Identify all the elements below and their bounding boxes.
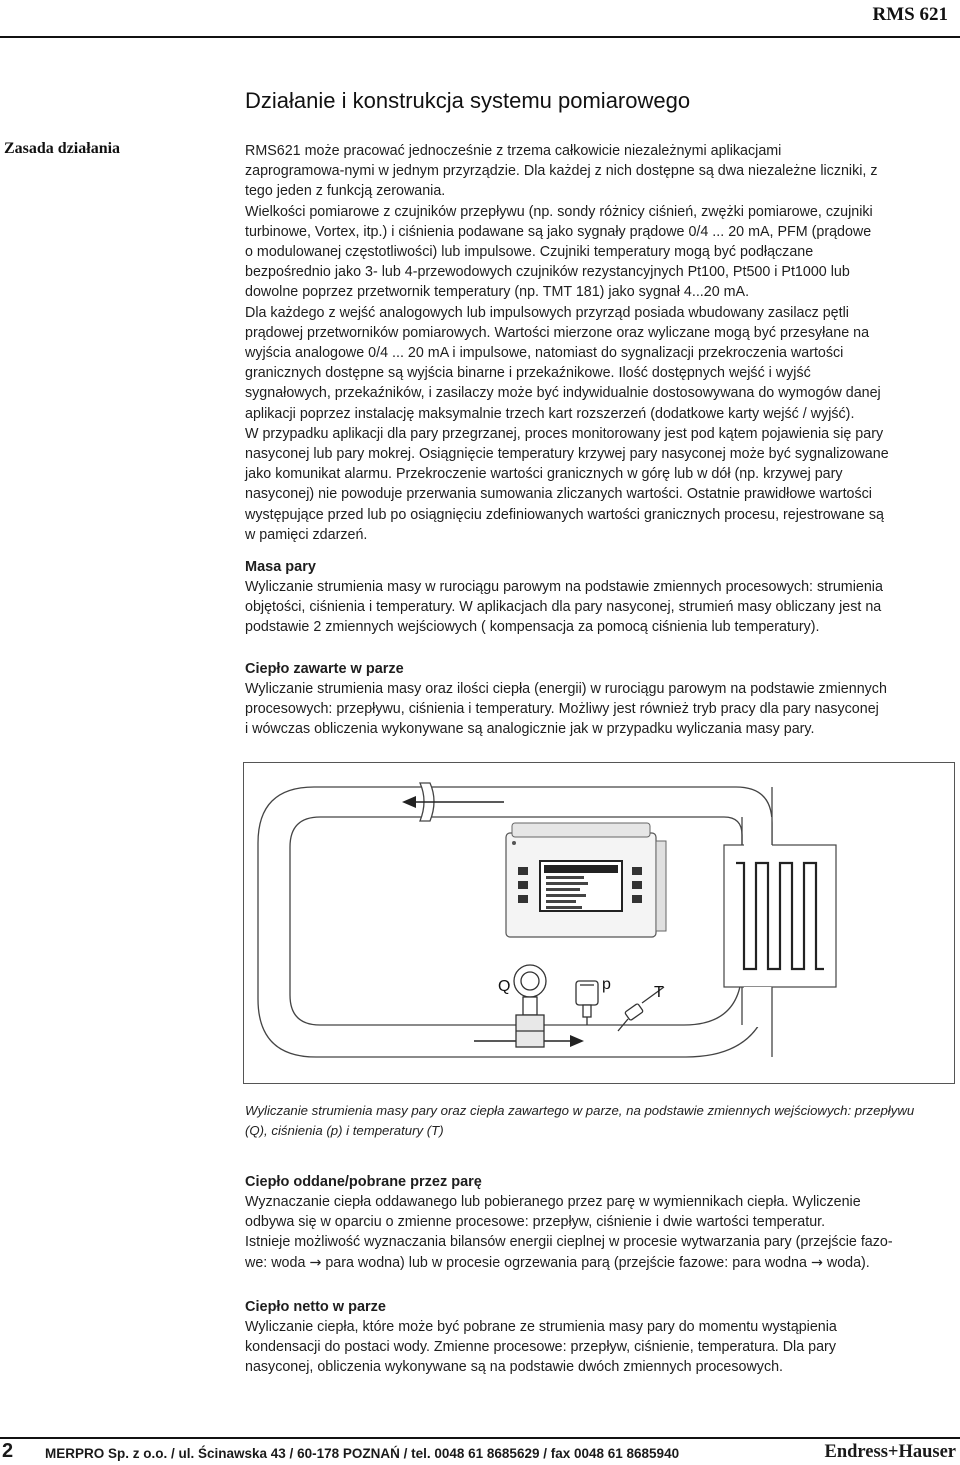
caption-line: (Q), ciśnienia (p) i temperatury (T) <box>245 1123 444 1138</box>
heat-exchanger-icon <box>724 845 836 987</box>
section-cieplo-zawarte <box>245 659 955 740</box>
intro-line: występujące przed lub po osiągnięciu zdefiniowanych wartości granicznych procesu, rejestrowane są <box>245 506 884 523</box>
document-header-title: RMS 621 <box>872 4 948 25</box>
intro-line: W przypadku aplikacji dla pary przegrzanej, proces monitorowany jest pod kątem pojawienia się pary <box>245 425 884 442</box>
section-line <box>245 1253 955 1273</box>
intro-line: tego jeden z funkcją zerowania. <box>245 183 446 200</box>
intro-line: granicznych dostępne są wyjścia binarne i przekaźnikowe. Ilość dostępnych wejść i wyjść <box>245 365 811 382</box>
footer-divider <box>0 1437 960 1439</box>
intro-line: nasyconej lub pary mokrej. Osiągnięcie temperatury krzywej pary nasyconej może być sygnalizowane <box>245 446 889 463</box>
label-t: T <box>654 984 664 1001</box>
flow-arrow-icon <box>402 796 504 808</box>
section-line: Istnieje możliwość wyznaczania bilansów energii cieplnej w procesie wytwarzania pary (przejście fazo- <box>245 1234 893 1251</box>
page-title: Działanie i konstrukcja systemu pomiarowego <box>245 88 691 113</box>
section-line: Wyznaczanie ciepła oddawanego lub pobieranego przez parę w wymiennikach ciepła. Wyliczenie <box>245 1194 861 1210</box>
flow-meter-icon <box>514 965 546 1047</box>
section-label: Zasada działania <box>4 140 121 157</box>
section-line: kondensacji do postaci wody. Zmienne procesowe: przepływ, ciśnienie, temperatura. Dla pary <box>245 1339 836 1356</box>
line-fragment: we: woda <box>245 1254 310 1271</box>
intro-paragraph <box>245 141 955 545</box>
intro-line: prądowej przetworników pomiarowych. Wartości mierzone oraz wyliczane mogą być przesyłane na <box>245 324 870 341</box>
pressure-sensor-icon <box>576 981 598 1025</box>
section-heading: Masa pary <box>245 559 316 575</box>
intro-line: nasyconej) nie powoduje przerwania sumowania zliczanych wartości. Ostatnie prawidłowe wartości <box>245 486 872 503</box>
intro-line: Wielkości pomiarowe z czujników przepływu (np. sondy różnicy ciśnień, zwężki pomiarowe, czujniki <box>245 203 873 220</box>
section-line: i wówczas obliczenia wykonywane są analogicznie jak w przypadku wyliczania masy pary. <box>245 721 815 738</box>
section-line: podstawie 2 zmiennych wejściowych ( kompensacja za pomocą ciśnienia lub temperatury). <box>245 619 820 636</box>
section-line: Wyliczanie strumienia masy w rurociągu parowym na podstawie zmiennych procesowych: strumienia <box>245 579 883 595</box>
line-fragment: woda). <box>822 1254 870 1271</box>
section-masa-pary <box>245 557 955 638</box>
label-p: p <box>602 976 611 993</box>
intro-line: jako komunikat alarmu. Przekroczenie wartości granicznych w górę lub w dół (np. krzywej pary <box>245 466 843 483</box>
intro-line: aplikacji poprzez instalację maksymalnie trzech kart rozszerzeń (dodatkowe karty wejść / wyjść). <box>245 405 855 422</box>
company-address: MERPRO Sp. z o.o. / ul. Ścinawska 43 / 60-178 POZNAŃ / tel. 0048 61 8685629 / fax 0048 61 8685940 <box>45 1446 680 1461</box>
intro-line: sygnałowych, przekaźników, i zasilaczy może być indywidualnie dostosowywana do wymogów danej <box>245 385 881 402</box>
label-q: Q <box>498 978 511 995</box>
page-number: 2 <box>2 1440 14 1462</box>
section-cieplo-oddane <box>245 1172 955 1273</box>
figure-caption <box>245 1101 957 1141</box>
intro-line: o modulowanej częstotliwości) lub impulsowe. Czujniki temperatury mogą być podłączane <box>245 244 814 261</box>
section-heading: Ciepło netto w parze <box>245 1299 386 1315</box>
intro-line: wyjścia analogowe 0/4 ... 20 mA i impulsowe, natomiast do sygnalizacji przekroczenia wartości <box>245 345 844 362</box>
steam-measurement-diagram <box>243 762 955 1084</box>
section-heading: Ciepło zawarte w parze <box>245 661 404 677</box>
rms621-device-icon <box>506 823 666 937</box>
brand-logo: Endress+Hauser <box>824 1442 956 1462</box>
intro-line: Dla każdego z wejść analogowych lub impulsowych przyrząd posiada wbudowany zasilacz pętli <box>245 304 849 321</box>
intro-line: bezpośrednio jako 3- lub 4-przewodowych czujników rezystancyjnych Pt100, Pt500 i Pt1000 lub <box>245 264 850 281</box>
section-line: procesowych: przepływu, ciśnienia i temperatury. Możliwy jest również tryb pracy dla pary nasyconej <box>245 701 879 718</box>
section-line: odbywa się w oparciu o zmienne procesowe: przepływ, ciśnienie i dwie wartości temperatur. <box>245 1214 826 1231</box>
intro-line: turbinowe, Vortex, itp.) i ciśnienia podawane są jako sygnały prądowe 0/4 ... 20 mA, PFM (prądowe <box>245 223 872 240</box>
line-fragment: para wodna) lub w procesie ogrzewania parą (przejście fazowe: para wodna <box>321 1254 811 1271</box>
intro-line: RMS621 może pracować jednocześnie z trzema całkowicie niezależnymi aplikacjami <box>245 143 782 159</box>
section-line: objętości, ciśnienia i temperatury. W aplikacjach dla pary nasyconej, strumień masy obliczany jest na <box>245 599 882 616</box>
arrow-right-icon: → <box>810 1254 823 1271</box>
section-line: Wyliczanie ciepła, które może być pobrane ze strumienia masy pary do momentu wystąpienia <box>245 1319 837 1335</box>
section-cieplo-netto <box>245 1297 955 1378</box>
section-heading: Ciepło oddane/pobrane przez parę <box>245 1174 482 1190</box>
header-divider <box>0 36 960 38</box>
section-line: Wyliczanie strumienia masy oraz ilości ciepła (energii) w rurociągu parowym na podstawie zmiennych <box>245 681 887 697</box>
section-line: nasyconej, obliczenia wykonywane są na podstawie dwóch zmiennych procesowych. <box>245 1359 784 1376</box>
intro-line: dowolne poprzez przetwornik temperatury (np. TMT 181) jako sygnał 4...20 mA. <box>245 284 750 301</box>
caption-line: Wyliczanie strumienia masy pary oraz ciepła zawartego w parze, na podstawie zmiennych wejściowych: przepływu <box>245 1103 915 1118</box>
intro-line: zaprogramowa-nymi w jednym przyrządzie. Dla każdej z nich dostępne są dwa niezależne liczniki, z <box>245 163 878 180</box>
arrow-right-icon: → <box>309 1254 322 1271</box>
intro-line: w pamięci zdarzeń. <box>245 526 368 543</box>
